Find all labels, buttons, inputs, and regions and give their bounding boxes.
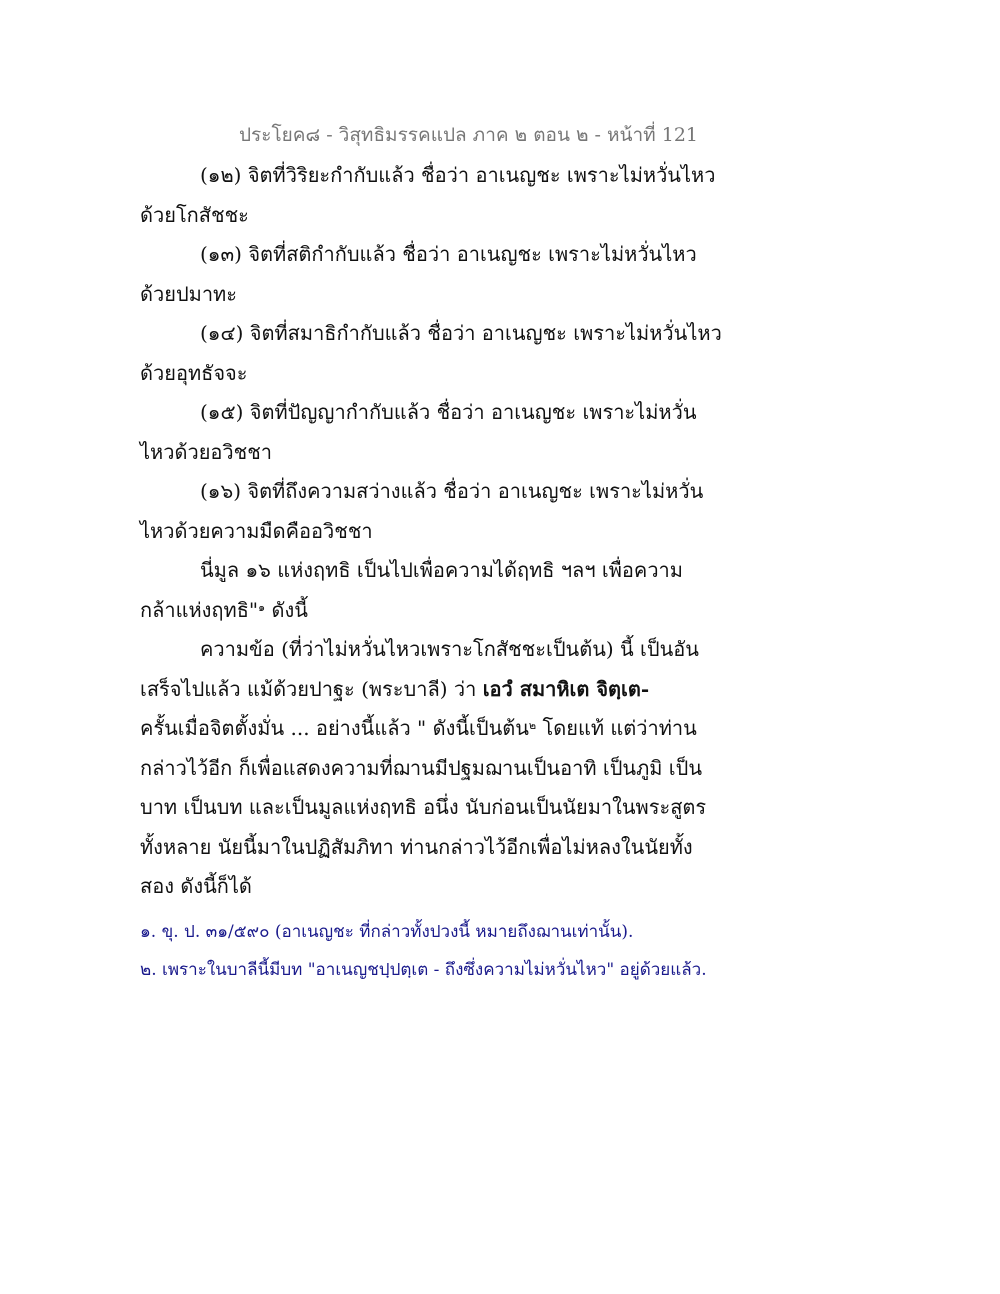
page-header: ประโยค๘ - วิสุทธิมรรคแปล ภาค ๒ ตอน ๒ - หน้าที่ 121 [238,124,698,146]
pali-quote: เอวํ สมาหิเต จิตฺเต- [482,676,650,701]
line-1: (๑๒) จิตที่วิริยะกำกับแล้ว ชื่อว่า อาเนญชะ เพราะไม่หวั่นไหว [200,163,716,187]
line-9: (๑๖) จิตที่ถึงความสว่างแล้ว ชื่อว่า อาเนญชะ เพราะไม่หวั่น [200,479,704,503]
line-17: บาท เป็นบท และเป็นมูลแห่งฤทธิ อนึ่ง นับก่อนเป็นนัยมาในพระสูตร [140,795,707,819]
line-13: ความข้อ (ที่ว่าไม่หวั่นไหวเพราะโกสัชชะเป็นต้น) นี้ เป็นอัน [200,637,699,661]
footnotes [140,913,740,989]
line-15-text: ครั้นเมื่อจิตตั้งมั่น ... อย่างนี้แล้ว " ดังนี้เป็นต้น [140,716,529,740]
line-6: ด้วยอุทธัจจะ [140,360,248,385]
line-2: ด้วยโกสัชชะ [140,202,249,227]
footnote-1: ๑. ขุ. ป. ๓๑/๕๙๐ (อาเนญชะ ที่กล่าวทั้งปวงนี้ หมายถึงฌานเท่านั้น). [140,922,634,942]
line-3: (๑๓) จิตที่สติกำกับแล้ว ชื่อว่า อาเนญชะ เพราะไม่หวั่นไหว [200,242,697,266]
line-10: ไหวด้วยความมืดคืออวิชชา [140,518,373,543]
body-text [140,156,722,907]
footnote-ref-1: ๑ [258,600,266,614]
line-14 [140,670,715,710]
line-4: ด้วยปมาทะ [140,281,237,306]
line-15 [140,709,715,749]
line-11: นี่มูล ๑๖ แห่งฤทธิ เป็นไปเพื่อความได้ฤทธิ ฯลฯ เพื่อความ [200,558,683,582]
line-8: ไหวด้วยอวิชชา [140,439,273,464]
line-5: (๑๔) จิตที่สมาธิกำกับแล้ว ชื่อว่า อาเนญชะ เพราะไม่หวั่นไหว [200,321,722,345]
line-16: กล่าวไว้อีก ก็เพื่อแสดงความที่ฌานมีปฐมฌานเป็นอาทิ เป็นภูมิ เป็น [140,755,702,780]
line-12-tail: ดังนี้ [265,597,308,622]
line-7: (๑๕) จิตที่ปัญญากำกับแล้ว ชื่อว่า อาเนญชะ เพราะไม่หวั่น [200,400,697,424]
line-15-tail: โดยแท้ แต่ว่าท่าน [536,716,697,740]
line-14-text: เสร็จไปแล้ว แม้ด้วยปาฐะ (พระบาลี) ว่า [140,676,483,701]
line-19: สอง ดังนี้ก็ได้ [140,874,252,898]
footnote-2: ๒. เพราะในบาลีนี้มีบท "อาเนญชปฺปตฺเต - ถึงซึ่งความไม่หวั่นไหว" อยู่ด้วยแล้ว. [140,960,707,980]
line-18: ทั้งหลาย นัยนี้มาในปฏิสัมภิทา ท่านกล่าวไว้อีกเพื่อไม่หลงในนัยทั้ง [140,834,693,859]
footnote-ref-2: ๒ [528,719,537,732]
line-12 [140,591,715,631]
line-12-text: กล้าแห่งฤทธิ" [140,597,259,622]
